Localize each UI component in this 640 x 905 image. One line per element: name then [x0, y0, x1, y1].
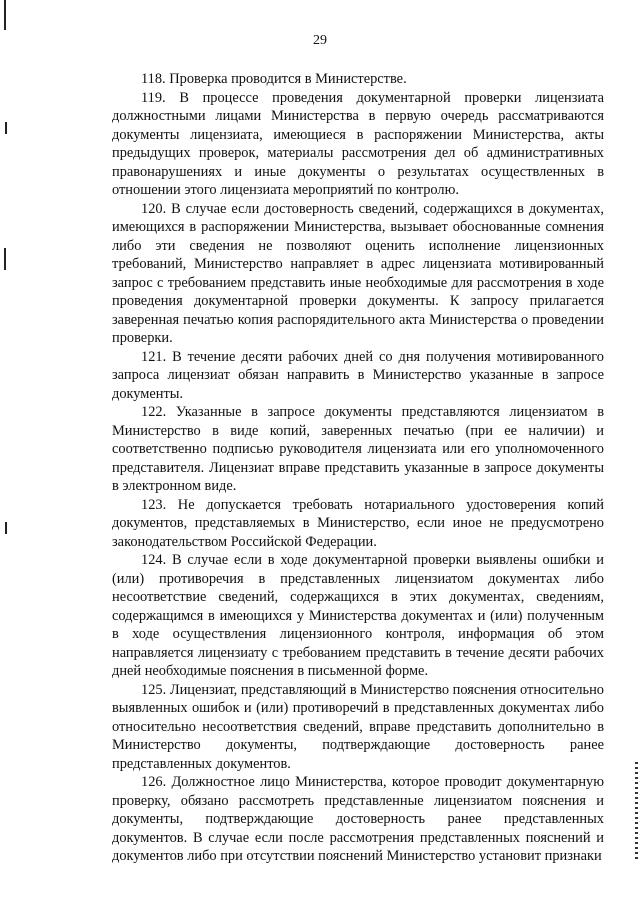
page-number: 29: [313, 33, 327, 48]
scan-edge-mark-upper: [5, 122, 7, 134]
scan-edge-mark-middle: [4, 248, 6, 270]
scan-edge-mark-top: [4, 0, 6, 30]
paragraph-122: 122. Указанные в запросе документы представляются лицензиатом в Министерство в виде копий, заверенных печатью (при ее наличии) и соответственно подписью руководителя лицензиата или его уполномоченного представителя. Лицензиат вправе представить указанные в запросе документы в электронном виде.: [112, 404, 604, 494]
paragraph-125: 125. Лицензиат, представляющий в Министерство пояснения относительно выявленных ошибок и (или) противоречий в представленных документах либо относительно несоответствия сведений, вправе представить дополнительно в Министерство документы, подтверждающие достоверность ранее представленных документов.: [112, 681, 604, 772]
paragraph-124: 124. В случае если в ходе документарной проверки выявлены ошибки и (или) противоречия в представленных лицензиатом документах либо несоответствие сведений, содержащихся в этих документах, сведениям, содержащимся в имеющихся у Министерства документах и (или) полученным в ходе осуществления лицензионного контроля, информация об этом направляется лицензиату с требованием представить в течение десяти рабочих дней необходимые пояснения в письменной форме.: [112, 552, 604, 679]
paragraph-120: 120. В случае если достоверность сведений, содержащихся в документах, имеющихся в распоряжении Министерства, вызывает обоснованные сомнения либо эти сведения не позволяют оценить исполнение лицензионных требований, Министерство направляет в адрес лицензиата мотивированный запрос с требованием представить иные необходимые для рассмотрения в ходе проведения документарной проверки документы. К запросу прилагается заверенная печатью копия распорядительного акта Министерства о проведении проверки.: [112, 200, 604, 346]
paragraph-121: 121. В течение десяти рабочих дней со дня получения мотивированного запроса лицензиат обязан направить в Министерство указанные в запросе документы.: [112, 348, 604, 402]
document-body: [112, 70, 604, 866]
paragraph-123: 123. Не допускается требовать нотариального удостоверения копий документов, представляемых в Министерство, если иное не предусмотрено законодательством Российской Федерации.: [112, 496, 604, 550]
paragraph-118: 118. Проверка проводится в Министерстве.: [141, 71, 407, 87]
scan-edge-mark-lower: [5, 522, 7, 534]
paragraph-126: 126. Должностное лицо Министерства, которое проводит документарную проверку, обязано рассмотреть представленные лицензиатом пояснения и документы, подтверждающие достоверность ранее представленных документов. В случае если после рассмотрения представленных пояснений и документов либо при отсутствии пояснений Министерство установит признаки: [112, 774, 604, 864]
scan-edge-strip-right: [635, 762, 638, 862]
paragraph-119: 119. В процессе проведения документарной проверки лицензиата должностными лицами Министерства в первую очередь рассматриваются документы лицензиата, имеющиеся в распоряжении Министерства, акты предыдущих проверок, материалы рассмотрения дел об административных правонарушениях и иные документы о результатах осуществленных в отношении этого лицензиата мероприятий по контролю.: [112, 89, 604, 198]
